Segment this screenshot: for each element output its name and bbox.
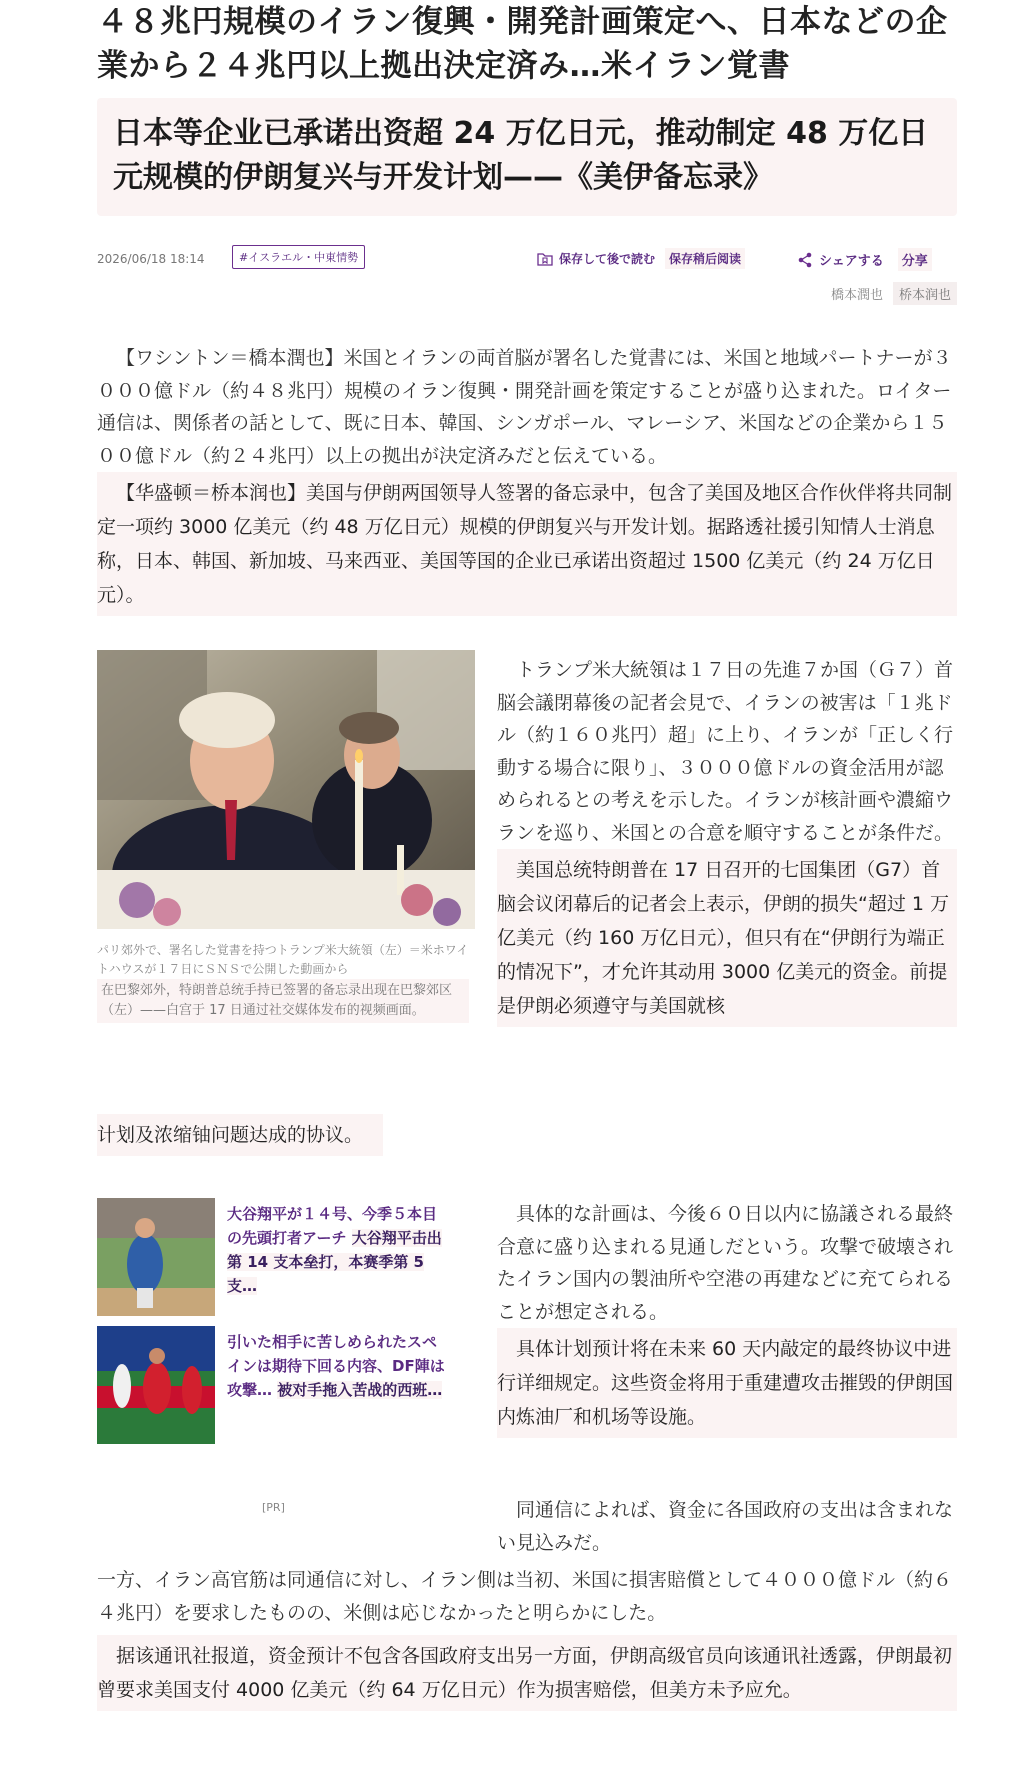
paragraph-4 — [97, 1494, 957, 1711]
paragraph-1-ja: 【ワシントン＝橋本潤也】米国とイランの両首脳が署名した覚書には、米国と地域パートナーが３０００億ドル（約４８兆円）規模のイラン復興・開発計画を策定することが盛り込まれた。ロイター通信は、関係者の話として、既に日本、韓国、シンガポール、マレーシア、米国などの企業から１５００億ドル（約２４兆円）以上の拠出が決定済みだと伝えている。 — [97, 347, 952, 467]
article — [97, 0, 957, 1711]
paragraph-2-zh: 美国总统特朗普在 17 日召开的七国集团（G7）首脑会议闭幕后的记者会上表示，伊朗的损失“超过 1 万亿美元（约 160 万亿日元），但只有在“伊朗行为端正的情况下”，才允许其动用 3000 亿美元的资金。前提是伊朗必须遵守与美国就核 — [497, 849, 957, 1027]
pr-label: [PR] — [262, 1501, 285, 1514]
author-name-zh: 桥本润也 — [893, 282, 957, 305]
pr-title — [227, 1202, 447, 1298]
pr-title-zh: 大谷翔平击出第 14 支本垒打，本赛季第 5 支… — [227, 1229, 442, 1295]
publish-date: 2026/06/18 18:14 — [97, 252, 205, 266]
paragraph-1 — [97, 342, 957, 616]
bookmark-folder-icon — [537, 252, 553, 266]
headline-zh: 日本等企业已承诺出资超 24 万亿日元，推动制定 48 万亿日元规模的伊朗复兴与开发计划——《美伊备忘录》 — [97, 98, 957, 216]
pr-item[interactable] — [97, 1326, 457, 1444]
photo-caption — [97, 935, 469, 1023]
paragraph-4-zh: 据该通讯社报道，资金预计不包含各国政府支出另一方面，伊朗高级官员向该通讯社透露，伊朗最初曾要求美国支付 4000 亿美元（约 64 万亿日元）作为损害赔偿，但美方未予应允。 — [97, 1635, 957, 1711]
save-later-label: 保存して後で読む — [559, 252, 656, 266]
paragraph-3-zh: 具体计划预计将在未来 60 天内敲定的最终协议中进行详细规定。这些资金将用于重建遭攻击摧毁的伊朗国内炼油厂和机场等设施。 — [497, 1328, 957, 1438]
author-name: 橋本潤也 — [830, 288, 883, 303]
paragraph-1-zh: 【华盛顿＝桥本润也】美国与伊朗两国领导人签署的备忘录中，包含了美国及地区合作伙伴将共同制定一项约 3000 亿美元（约 48 万亿日元）规模的伊朗复兴与开发计划。据路透社援引知情人士消息称，日本、韩国、新加坡、马来西亚、美国等国的企业已承诺出资超过 1500 亿美元（约 24 万亿日元）。 — [97, 472, 957, 616]
pr-thumbnail — [97, 1198, 215, 1316]
paragraph-3 — [497, 1198, 957, 1438]
paragraph-2-zh-tail: 计划及浓缩铀问题达成的协议。 — [97, 1114, 383, 1156]
save-later-button[interactable] — [537, 248, 745, 269]
pr-title-zh: 被对手拖入苦战的西班… — [277, 1381, 443, 1399]
paragraph-2-ja: トランプ米大統領は１７日の先進７か国（Ｇ７）首脳会議閉幕後の記者会見で、イランの被害は「１兆ドル（約１６０兆円）超」に上り、イランが「正しく行動する場合に限り」、３０００億ドルの資金活用が認められるとの考えを示した。イランが核計画や濃縮ウランを巡り、米国との合意を順守することが条件だ。 — [497, 659, 954, 844]
photo-caption-ja: パリ郊外で、署名した覚書を持つトランプ米大統領（左）＝米ホワイトハウスが１７日にＳＮＳで公開した動画から — [97, 943, 469, 976]
category-tag[interactable]: #イスラエル・中東情勢 — [232, 245, 365, 269]
share-label: シェアする — [819, 254, 884, 269]
share-label-zh: 分享 — [898, 248, 932, 271]
paragraph-4-ja-head: 同通信によれば、資金に各国政府の支出は含まれない見込みだ。 — [497, 1499, 954, 1554]
pr-section — [97, 1198, 957, 1514]
article-meta — [97, 234, 957, 314]
pr-title-ja: 大谷翔平が１４号、今季５本目の先頭打者アーチ — [227, 1205, 438, 1247]
author-byline — [831, 282, 957, 305]
pr-thumbnail — [97, 1326, 215, 1444]
paragraph-2 — [497, 650, 957, 1027]
paragraph-3-ja: 具体的な計画は、今後６０日以内に協議される最終合意に盛り込まれる見通しだという。攻撃で破壊されたイラン国内の製油所や空港の再建などに充てられることが想定される。 — [497, 1203, 954, 1323]
photo-caption-zh: 在巴黎郊外，特朗普总统手持已签署的备忘录出现在巴黎郊区（左）——白宫于 17 日通过社交媒体发布的视频画面。 — [97, 979, 469, 1023]
headline-ja: ４８兆円規模のイラン復興・開発計画策定へ、日本などの企業から２４兆円以上拠出決定済み…米イラン覚書 — [97, 4, 948, 84]
save-later-label-zh: 保存稍后阅读 — [665, 248, 745, 269]
paragraph-4-ja-tail: 一方、イラン高官筋は同通信に対し、イラン側は当初、米国に損害賠償として４０００億ドル（約６４兆円）を要求したものの、米側は応じなかったと明らかにした。 — [97, 1569, 953, 1624]
photo-image — [97, 650, 475, 929]
pr-title — [227, 1330, 447, 1402]
article-photo[interactable] — [97, 650, 475, 929]
pr-title-ja: 引いた相手に苦しめられたスペインは期待下回る内容、DF陣は攻撃… — [227, 1333, 445, 1399]
share-icon — [797, 252, 813, 268]
photo-section — [97, 650, 957, 1126]
pr-item[interactable] — [97, 1198, 457, 1316]
share-button[interactable] — [797, 248, 932, 271]
